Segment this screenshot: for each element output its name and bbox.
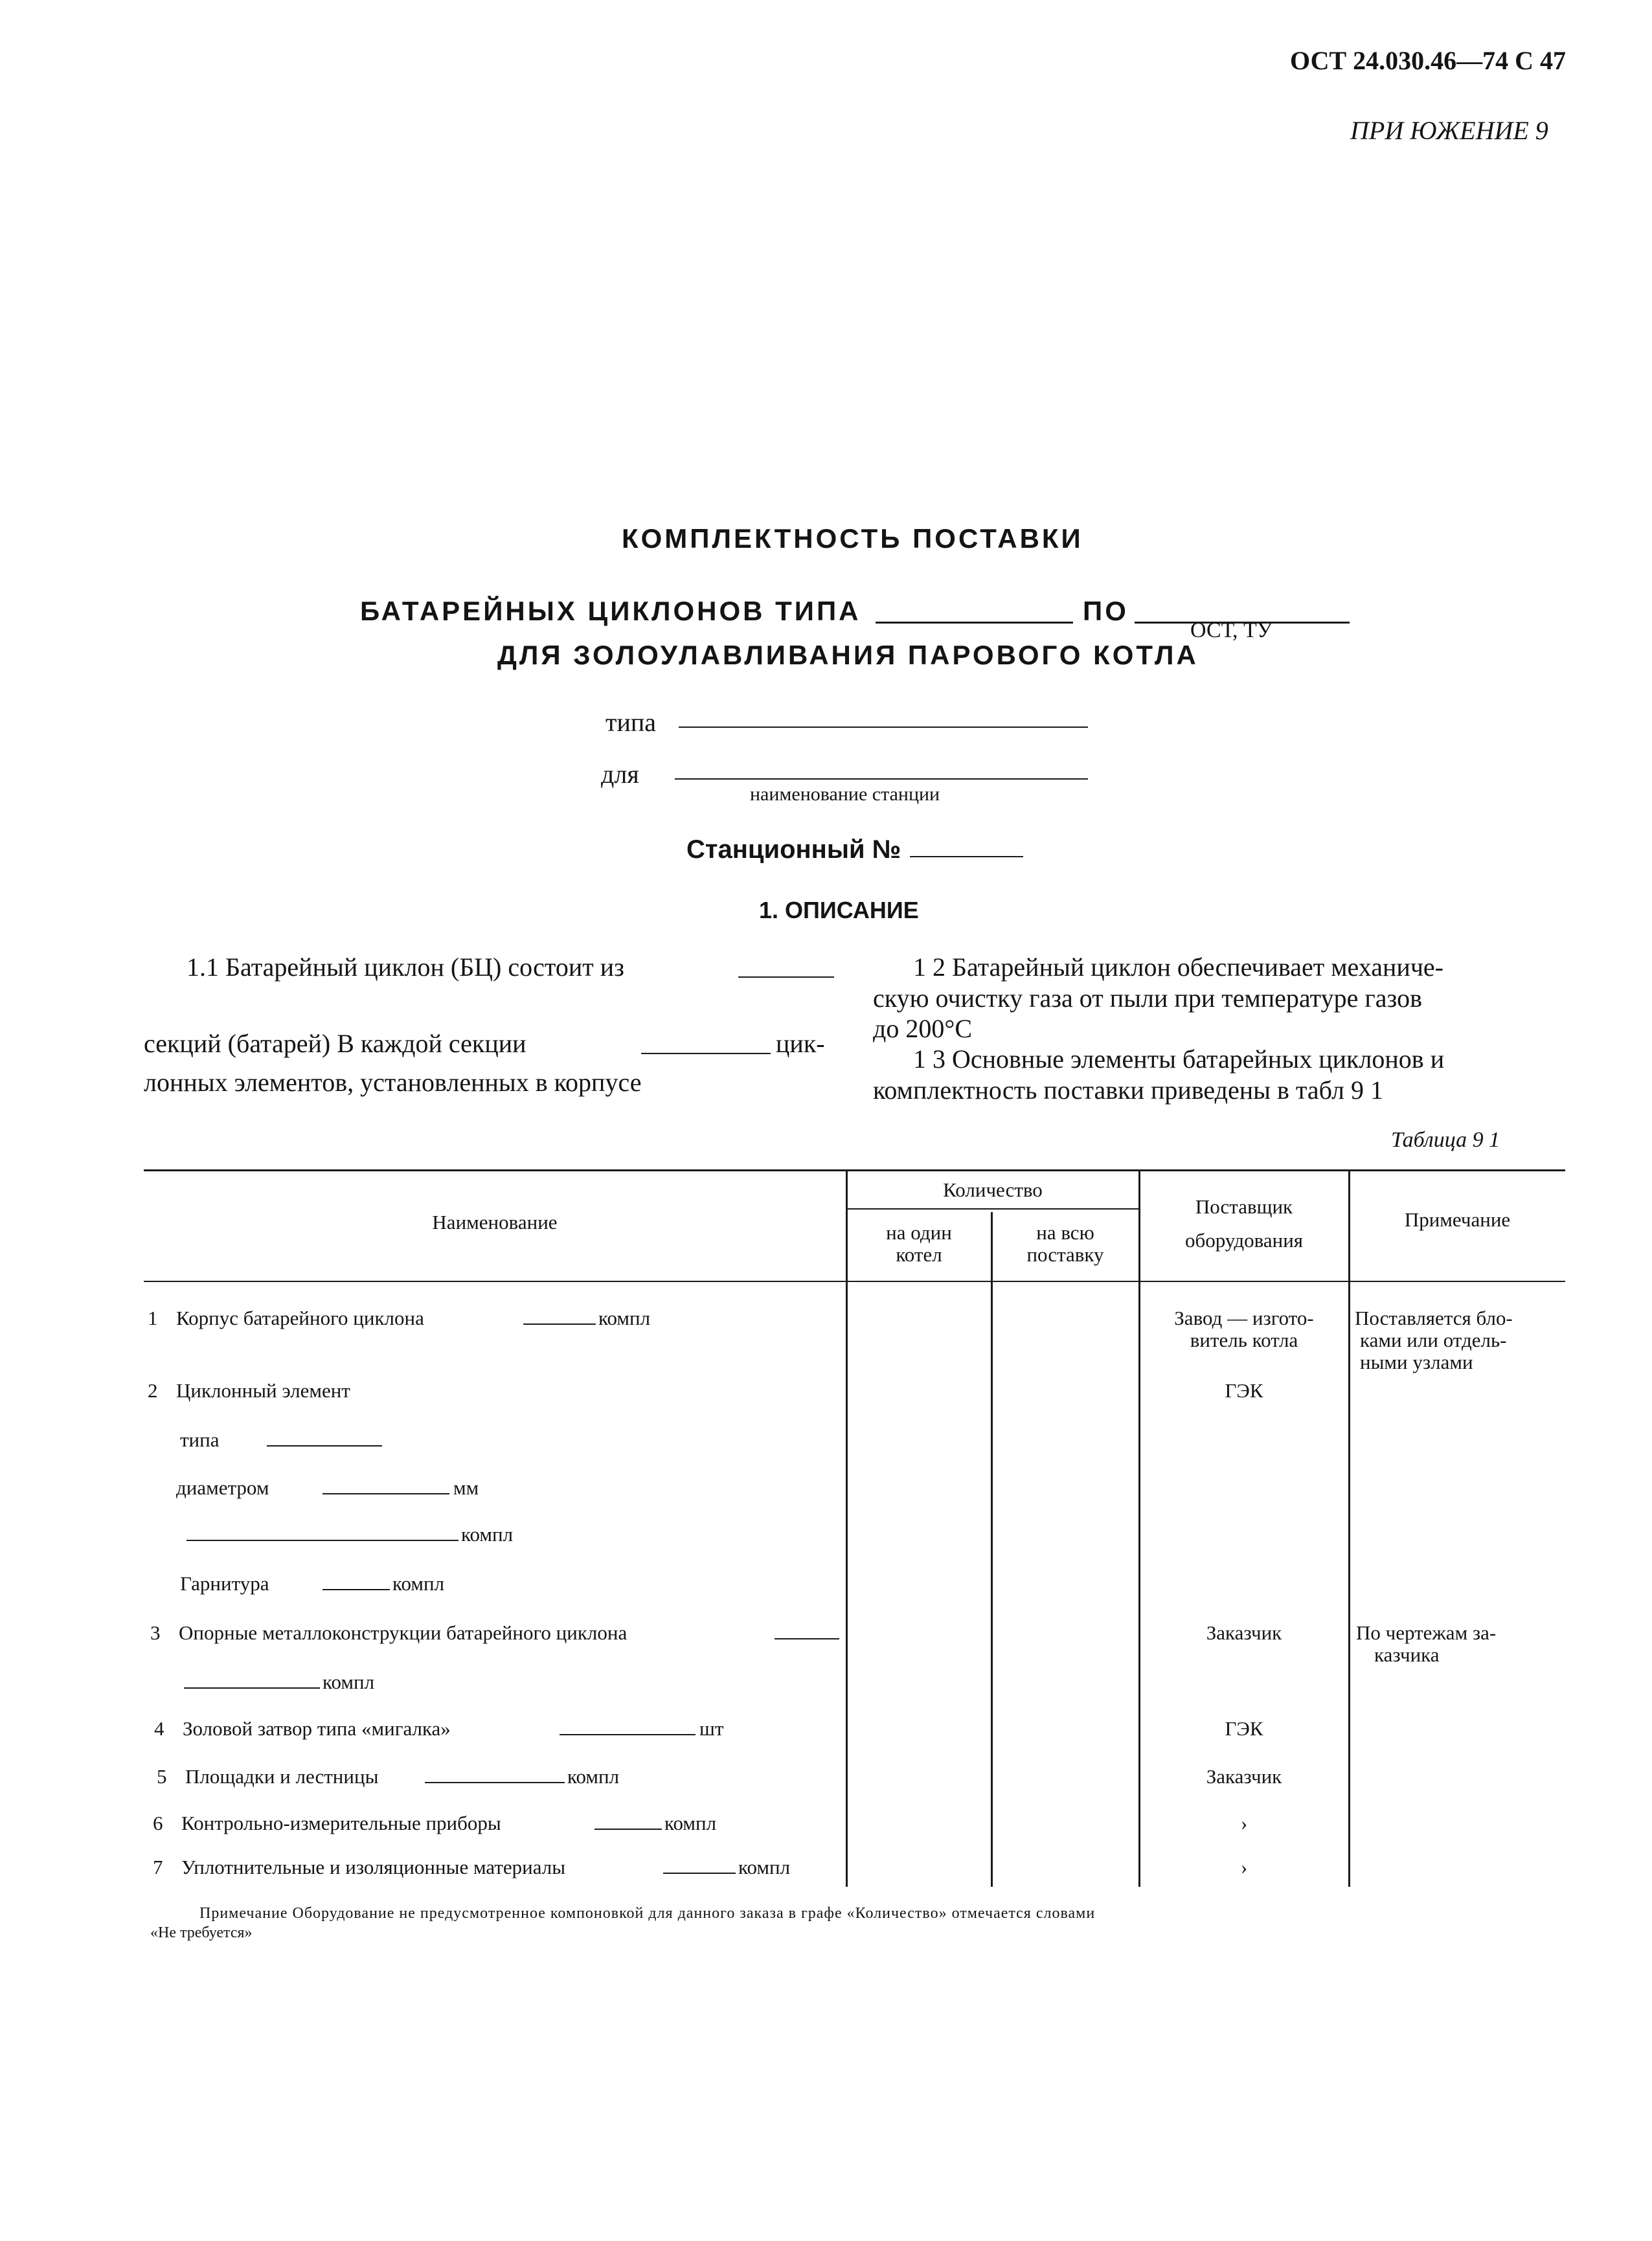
row-5-number: 5 (157, 1765, 167, 1788)
station-caption: наименование станции (750, 783, 940, 805)
row-1-number: 1 (148, 1307, 158, 1329)
station-number-line (910, 856, 1023, 857)
appendix-label: ПРИ ЮЖЕНИЕ 9 (1350, 116, 1548, 145)
paragraph-1-1-line-2: секций (батарей) В каждой секции (144, 1029, 526, 1058)
paragraph-1-1-line-1: 1.1 Батарейный циклон (БЦ) состоит из (187, 952, 624, 982)
for-label: для (601, 760, 639, 789)
row-1-unit: компл (598, 1307, 651, 1329)
row-6-blank (594, 1829, 662, 1830)
row-4-unit: шт (699, 1717, 724, 1740)
row-3-count-blank (184, 1687, 320, 1689)
row-2-number: 2 (148, 1379, 158, 1402)
row-4-blank (560, 1734, 696, 1735)
table-col-divider-2 (991, 1212, 993, 1887)
paragraph-1-3-line-1: 1 3 Основные элементы батарейных циклонов и (913, 1044, 1445, 1074)
row-2-sub-type: типа (180, 1428, 220, 1451)
row-6-supplier: › (1240, 1812, 1248, 1834)
row-3-count-unit: компл (322, 1671, 375, 1693)
row-1-supplier-2: витель котла (1190, 1329, 1298, 1351)
title-line-2b: ПО (1083, 596, 1129, 626)
row-2-diameter-unit: мм (453, 1476, 479, 1499)
row-4-number: 4 (154, 1717, 164, 1740)
column-header-supplier-1: Поставщик (1195, 1195, 1293, 1218)
paragraph-1-1-line-2-end: цик- (776, 1029, 825, 1058)
type-blank-line (876, 622, 1073, 624)
paragraph-1-1-line-3: лонных элементов, установленных в корпусе (144, 1068, 642, 1097)
column-header-per-boiler-2: котел (896, 1243, 942, 1266)
paragraph-1-3-line-2: комплектность поставки приведены в табл 9 1 (873, 1075, 1383, 1105)
row-1-blank (523, 1323, 596, 1325)
table-col-divider-1 (846, 1169, 848, 1887)
type-label: типа (605, 708, 657, 737)
row-1-note-1: Поставляется бло- (1355, 1307, 1513, 1329)
table-col-divider-4 (1348, 1169, 1350, 1887)
row-2-sub-fittings: Гарнитура (180, 1572, 269, 1595)
paragraph-1-2-line-3: до 200°С (873, 1014, 973, 1043)
row-1-supplier-1: Завод — изгото- (1174, 1307, 1314, 1329)
column-header-note: Примечание (1404, 1208, 1511, 1231)
row-7-supplier: › (1240, 1856, 1248, 1878)
title-line-2a: БАТАРЕЙНЫХ ЦИКЛОНОВ ТИПА (360, 596, 861, 626)
row-3-note-1: По чертежам за- (1356, 1621, 1497, 1644)
column-header-supplier-2: оборудования (1184, 1229, 1304, 1252)
row-2-fittings-unit: компл (392, 1572, 445, 1595)
paragraph-1-2-line-2: скую очистку газа от пыли при температуре газов (873, 984, 1422, 1013)
column-header-per-boiler-1: на один (886, 1221, 952, 1244)
row-5-supplier: Заказчик (1206, 1765, 1282, 1788)
row-2-count-blank (187, 1540, 458, 1541)
row-3-blank (775, 1638, 839, 1639)
footnote-line-2: «Не требуется» (150, 1924, 253, 1941)
type-field-line (679, 726, 1088, 728)
row-4-supplier: ГЭК (1225, 1717, 1263, 1740)
table-header-rule (144, 1281, 1565, 1282)
row-5-text: Площадки и лестницы (185, 1765, 379, 1788)
row-3-note-2: казчика (1374, 1643, 1440, 1666)
table-top-rule (144, 1169, 1565, 1171)
station-field-line (675, 778, 1088, 780)
station-number-label: Станционный № (686, 835, 901, 864)
column-header-quantity: Количество (943, 1178, 1043, 1201)
row-6-unit: компл (664, 1812, 717, 1834)
column-header-per-delivery-2: поставку (1026, 1243, 1104, 1266)
elements-count-line (641, 1053, 771, 1054)
row-2-type-blank (267, 1445, 382, 1447)
row-2-count-unit: компл (461, 1523, 514, 1546)
row-1-note-3: ными узлами (1360, 1351, 1473, 1373)
row-7-number: 7 (153, 1856, 163, 1878)
table-caption: Таблица 9 1 (1391, 1128, 1500, 1152)
row-3-number: 3 (150, 1621, 161, 1644)
section-heading: 1. ОПИСАНИЕ (759, 897, 919, 923)
column-header-per-delivery-1: на всю (1036, 1221, 1094, 1244)
row-6-number: 6 (153, 1812, 163, 1834)
sections-count-line (738, 976, 834, 978)
column-header-name: Наименование (432, 1211, 558, 1233)
row-7-text: Уплотнительные и изоляционные материалы (181, 1856, 566, 1878)
document-title: КОМПЛЕКТНОСТЬ ПОСТАВКИ (622, 523, 1083, 554)
standard-caption: ОСТ, ТУ (1190, 618, 1273, 642)
row-2-text: Циклонный элемент (176, 1379, 350, 1402)
row-3-supplier: Заказчик (1206, 1621, 1282, 1644)
row-2-diameter-blank (322, 1493, 449, 1494)
row-7-unit: компл (738, 1856, 791, 1878)
row-3-text: Опорные металлоконструкции батарейного циклона (179, 1621, 628, 1644)
paragraph-1-2-line-1: 1 2 Батарейный циклон обеспечивает механиче- (913, 952, 1444, 982)
row-1-note-2: ками или отдель- (1360, 1329, 1507, 1351)
row-5-blank (425, 1782, 565, 1783)
title-line-3: ДЛЯ ЗОЛОУЛАВЛИВАНИЯ ПАРОВОГО КОТЛА (497, 640, 1199, 670)
row-4-text: Золовой затвор типа «мигалка» (183, 1717, 451, 1740)
quantity-subheader-rule (847, 1208, 1138, 1210)
standard-page-number: ОСТ 24.030.46—74 С 47 (1290, 46, 1567, 75)
row-2-sub-diameter: диаметром (176, 1476, 269, 1499)
row-1-text: Корпус батарейного циклона (176, 1307, 424, 1329)
row-5-unit: компл (567, 1765, 620, 1788)
row-2-fittings-blank (322, 1589, 390, 1590)
footnote-line-1: Примечание Оборудование не предусмотренное компоновкой для данного заказа в графе «Количество» отмечается словами (199, 1905, 1096, 1922)
row-7-blank (663, 1873, 736, 1874)
row-2-supplier: ГЭК (1225, 1379, 1263, 1402)
row-6-text: Контрольно-измерительные приборы (181, 1812, 501, 1834)
